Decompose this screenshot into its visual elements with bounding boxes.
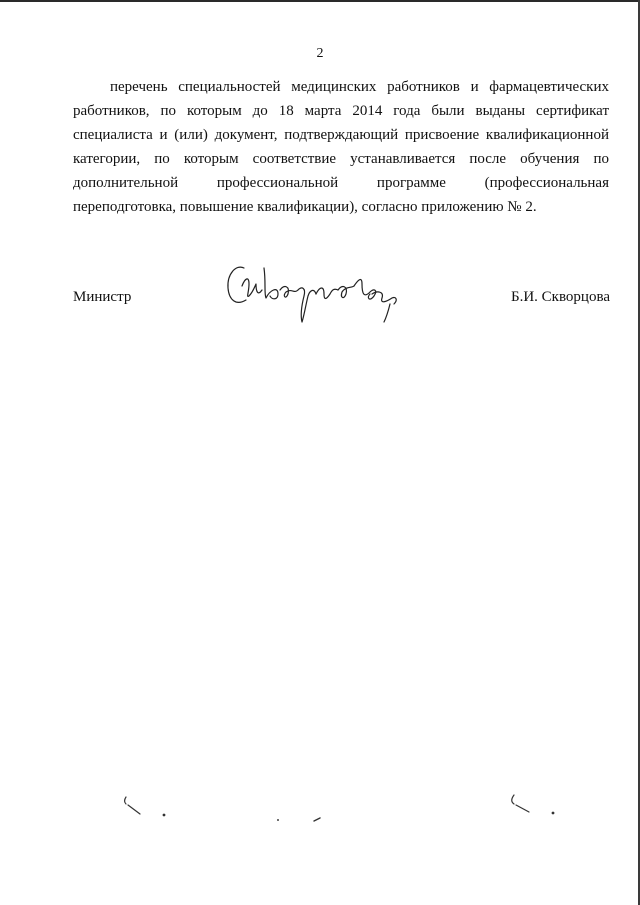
page-number: 2 <box>316 46 324 61</box>
scan-mark-right <box>505 792 563 822</box>
paragraph-line: дополнительной профессиональной программе (профессиональная <box>73 175 609 191</box>
signer-title: Министр <box>73 289 132 305</box>
paragraph-line: переподготовка, повышение квалификации), согласно приложению № 2. <box>73 199 537 215</box>
body-paragraph <box>73 75 609 219</box>
paragraph-line: категории, по которым соответствие устанавливается после обучения по <box>73 151 609 167</box>
scan-mark-left <box>118 792 172 822</box>
paragraph-line: перечень специальностей медицинских работников и фармацевтических <box>110 79 609 95</box>
signer-name: Б.И. Скворцова <box>510 289 610 305</box>
paragraph-line: специалиста и (или) документ, подтверждающий присвоение квалификационной <box>73 127 609 143</box>
scan-top-edge <box>0 0 640 2</box>
scan-mark-center <box>270 808 330 828</box>
handwritten-signature <box>222 256 412 334</box>
signature-block <box>0 256 640 336</box>
paragraph-line: работников, по которым до 18 марта 2014 года были выданы сертификат <box>73 103 609 119</box>
